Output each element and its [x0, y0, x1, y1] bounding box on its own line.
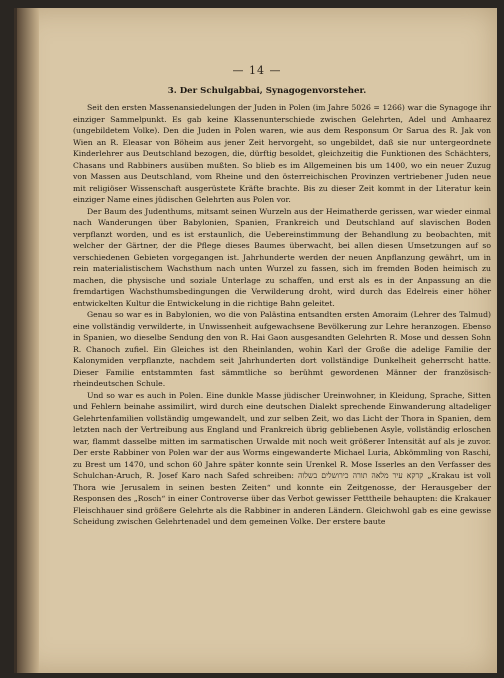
paragraph: Der Baum des Judenthums, mitsamt seinen Wurzeln aus der Heimatherde gerissen, war wieder einmal nach Wanderungen über Babylonien, Spanien, Frankreich und Deutschland auf slavischen Boden verpflanzt worden, und es ist erstaunlich, die Uebereinstimmung der Behandlung zu beobachten, mit welcher der Gärtner, der die Pflege dieses Baumes überwacht, bei allen diesen Umsetzungen auf so verschiedenen Gebieten vorgegangen ist. Jahrhunderte werden der neuen Anpflanzung gewährt, um in rein materialistischem Wachsthum nach unten Wurzel zu fassen, sich im fremden Boden heimisch zu machen, die physische und soziale Unterlage zu schaffen, und erst als es in der Anpassung an die fremdartigen Wachsthumsbedingungen die Verwilderung droht, wird durch das Edelreis einer höher entwickelten Kultur die Entwickelung in die richtige Bahn geleitet.	[73, 206, 491, 308]
body-text	[73, 102, 491, 528]
paragraph: Genau so war es in Babylonien, wo die von Palästina entsandten ersten Amoraim (Lehrer des Talmud) eine vollständig verwilderte, in Unwissenheit aufgewachsene Bevölkerung zur Lehre heranzogen. Ebenso in Spanien, wo dieselbe Sendung den von R. Hai Gaon ausgesandten Gelehrten R. Mose und dessen Sohn R. Chanoch zufiel. Ein Gleiches ist den Rheinlanden, wohin Karl der Große die adelige Familie der Kalonymiden verpflanzte, nachdem seit Jahrhunderten dort vollständige Dunkelheit geherrscht hatte. Dieser Familie entstammten fast sämmtliche so berühmt gewordenen Männer der französisch-rheindeutschen Schule.	[73, 310, 491, 388]
section-heading: 3. Der Schulgabbai, Synagogenvorsteher.	[167, 86, 367, 96]
paragraph: Und so war es auch in Polen. Eine dunkle Masse jüdischer Ureinwohner, in Kleidung, Sprache, Sitten und Fehlern beinahe assimilirt, wird durch eine deutschen Dialekt sprechende Einwanderung altadeliger Gelehrtenfamilien vollständig umgewandelt, und zur selben Zeit, wo das Licht der Thora in Spanien, dem letzten nach der Vertreibung aus England und Frankreich übrig gebliebenen Asyle, vollständig erloschen war, flammt dasselbe mitten im sarmatischen Urwalde mit noch weit größerer Intensität auf als je zuvor. Der erste Rabbiner von Polen war der aus Worms eingewanderte Michael Luria, Abkömmling von Raschi, zu Brest um 1470, und schon 60 Jahre später konnte sein Urenkel R. Mose Isserles an den Verfasser des Schulchan-Aruch, R. Josef Karo nach Safed schreiben: קרקא עיר מלאה תורה כירושלים בשלוה „Krakau ist voll Thora wie Jerusalem in seinen besten Zeiten“ und konnte ein Zeitgenosse, der Herausgeber der Responsen des „Rosch“ in einer Controverse über das Verbot gewisser Fetttheile behaupten: die Krakauer Fleischhauer sind größere Gelehrte als die Rabbiner in anderen Ländern. Gleichwohl gab es eine gewisse Scheidung zwischen Gelehrtenadel und dem gemeinen Volke. Der erstere baute	[73, 390, 491, 526]
paragraph: Seit den ersten Massenansiedelungen der Juden in Polen (im Jahre 5026 = 1266) war die Synagoge ihr einziger Sammelpunkt. Es gab keine Klassenunterschiede zwischen Gelehrten, Adel und Amhaarez (ungebildetem Volke). Den die Juden in Polen waren, wie aus dem Responsum Or Sarua des R. Jak von Wien an R. Eleasar von Böheim aus jener Zeit hervorgeht, so ungebildet, daß sie nur untergeordnete Kinderlehrer aus Deutschland bezogen, die, dürftig besoldet, gleichzeitig die Funktionen des Schächters, Chasans und Rabbiners ausüben mußten. So blieb es im Allgemeinen bis um 1400, wo ein neuer Zuzug von Massen aus Deutschland, vom Rheine und den österreichischen Provinzen vertriebener Juden neue mit religiöser Wissenschaft ausgerüstete Kräfte brachte. Bis zu dieser Zeit kommt in der Literatur kein einziger Name eines jüdischen Gelehrten aus Polen vor.	[73, 103, 491, 204]
page-gutter	[17, 8, 39, 673]
book-page	[14, 8, 497, 673]
page-number: — 14 —	[232, 64, 282, 77]
